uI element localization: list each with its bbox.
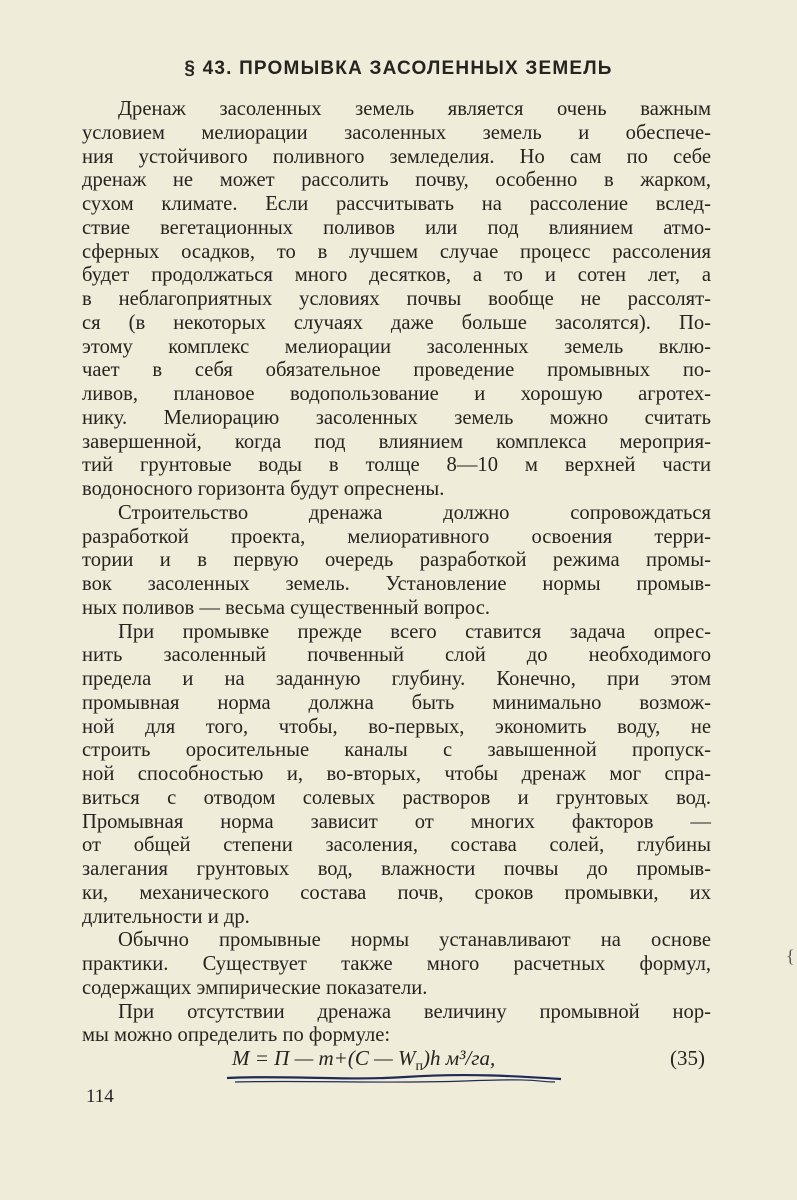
text-line: залегания грунтовых вод, влажности почвы до промыв- [82, 858, 711, 880]
text-line: ствие вегетационных поливов или под влиянием атмо- [82, 216, 711, 239]
page-number: 114 [86, 1086, 114, 1107]
text-line: ливов, плановое водопользование и хорошую агротех- [82, 383, 711, 405]
text-line: сферных осадков, то в лучшем случае процесс рассоления [82, 240, 711, 263]
text-line: практики. Существует также много расчетных формул, [82, 953, 711, 975]
text-line: предела и на заданную глубину. Конечно, при этом [82, 668, 711, 690]
text-line: длительности и др. [82, 905, 250, 928]
text-line: мы можно определить по формуле: [82, 1024, 391, 1047]
text-line: ных поливов — весьма существенный вопрос. [82, 596, 491, 619]
text-line: содержащих эмпирические показатели. [82, 976, 428, 999]
text-line: тий грунтовые воды в толще 8—10 м верхней части [82, 454, 711, 477]
text-line: ки, механического состава почв, сроков промывки, их [82, 881, 711, 904]
text-line: Обычно промывные нормы устанавливают на основе [118, 929, 711, 952]
formula [232, 1046, 495, 1075]
body-text [82, 98, 711, 1048]
text-line: промывная норма должна быть минимально возмож- [82, 691, 711, 714]
text-line: сухом климате. Если рассчитывать на рассоление вслед- [82, 193, 711, 215]
text-line: ной для того, чтобы, во-первых, экономить воду, не [82, 715, 711, 738]
formula-main: M = П — m+(C — W [232, 1046, 416, 1070]
text-line: будет продолжаться много десятков, а то и сотен лет, а [82, 264, 711, 287]
text-line: ния устойчивого поливного земледелия. Но сам по себе [82, 145, 711, 168]
text-line: разработкой проекта, мелиоративного освоения терри- [82, 525, 711, 548]
text-line: условием мелиорации засоленных земель и обеспече- [82, 121, 711, 144]
text-line: Промывная норма зависит от многих факторов — [82, 810, 711, 833]
text-line: При промывке прежде всего ставится задача опрес- [118, 620, 711, 643]
text-line: нику. Мелиорацию засоленных земель можно считать [82, 406, 711, 429]
text-line: завершенной, когда под влиянием комплекса мероприя- [82, 430, 711, 453]
text-line: ся (в некоторых случаях даже больше засолятся). По- [82, 311, 711, 334]
text-line: строить оросительные каналы с завышенной пропуск- [82, 739, 711, 762]
text-line: чает в себя обязательное проведение промывных по- [82, 359, 711, 382]
text-line: этому комплекс мелиорации засоленных земель вклю- [82, 335, 711, 358]
text-line: в неблагоприятных условиях почвы вообще не рассолят- [82, 288, 711, 310]
edge-mark: { [786, 946, 795, 966]
text-line: от общей степени засоления, состава солей, глубины [82, 834, 711, 857]
formula-tail: )h м³/га, [423, 1046, 496, 1070]
text-line: водоносного горизонта будут опреснены. [82, 478, 445, 500]
handwritten-underline [225, 1072, 565, 1086]
text-line: вок засоленных земель. Установление нормы промыв- [82, 573, 711, 595]
text-line: При отсутствии дренажа величину промывной нор- [118, 1000, 711, 1023]
text-line: нить засоленный почвенный слой до необходимого [82, 644, 711, 667]
equation-number: (35) [670, 1046, 705, 1070]
text-line: дренаж не может рассолить почву, особенно в жарком, [82, 169, 711, 192]
text-line: ной способностью и, во-вторых, чтобы дренаж мог спра- [82, 763, 711, 785]
text-line: Строительство дренажа должно сопровождаться [118, 501, 711, 524]
text-line: тории и в первую очередь разработкой режима промы- [82, 549, 711, 572]
formula-subscript: п [415, 1059, 424, 1075]
section-heading: § 43. ПРОМЫВКА ЗАСОЛЕННЫХ ЗЕМЕЛЬ [184, 58, 613, 79]
text-line: виться с отводом солевых растворов и грунтовых вод. [82, 786, 711, 809]
text-line: Дренаж засоленных земель является очень важным [118, 98, 711, 120]
